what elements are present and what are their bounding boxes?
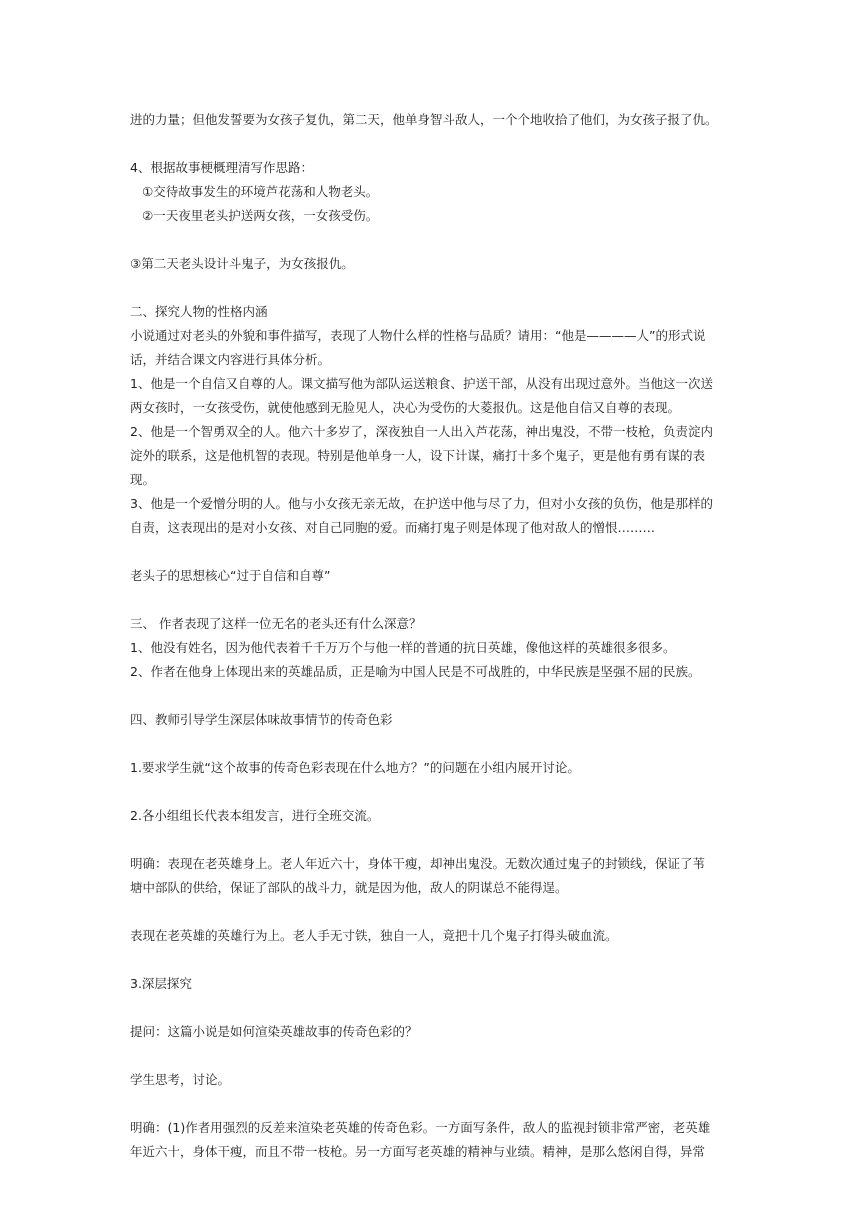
text-line: 进的力量；但他发誓要为女孩子复仇，第二天，他单身智斗敌人，一个个地收拾了他们，为女孩子报了仇。 [130,112,718,127]
list-item: ③第二天老头设计斗鬼子，为女孩报仇。 [130,256,354,271]
blank-line [130,900,740,924]
list-item: ①交待故事发生的环境芦花荡和人物老头。 [142,184,379,199]
section-heading: 三、 作者表现了这样一位无名的老头还有什么深意？ [130,616,422,631]
blank-line [130,684,740,708]
text-line: 明确：表现在老英雄身上。老人年近六十，身体干瘦，却神出鬼没。无数次通过鬼子的封锁线，保证了苇 [130,856,706,871]
section-heading: 3.深层探究 [130,976,192,991]
blank-line [130,132,740,156]
blank-line [130,276,740,300]
text-line: 1、他是一个自信又自尊的人。课文描写他为部队运送粮食、护送干部，从没有出现过意外。当他这一次送 [130,376,713,391]
text-line: 话，并结合课文内容进行具体分析。 [130,352,331,367]
text-line: 塘中部队的供给，保证了部队的战斗力，就是因为他，敌人的阴谋总不能得逞。 [130,880,568,895]
text-line: 表现在老英雄的英雄行为上。老人手无寸铁，独自一人，竟把十几个鬼子打得头破血流。 [130,928,618,943]
text-line: 年近六十，身体干瘦，而且不带一枝枪。另一方面写老英雄的精神与业绩。精神，是那么悠闲自得，异常 [130,1144,706,1159]
blank-line [130,1044,740,1068]
section-heading: 二、探究人物的性格内涵 [130,304,268,319]
blank-line [130,228,740,252]
list-item: ②一天夜里老头护送两女孩，一女孩受伤。 [142,208,379,223]
blank-line [130,948,740,972]
text-line: 学生思考，讨论。 [130,1072,231,1087]
text-line: 2、作者在他身上体现出来的英雄品质，正是喻为中国人民是不可战胜的，中华民族是坚强不屈的民族。 [130,664,701,679]
document-body [130,108,740,1164]
text-line: 2.各小组组长代表本组发言，进行全班交流。 [130,808,380,823]
blank-line [130,588,740,612]
blank-line [130,1092,740,1116]
blank-line [130,732,740,756]
blank-line [130,828,740,852]
blank-line [130,780,740,804]
blank-line [130,996,740,1020]
text-line: 提问：这篇小说是如何渲染英雄故事的传奇色彩的？ [130,1024,418,1039]
text-line: 明确：(1)作者用强烈的反差来渲染老英雄的传奇色彩。一方面写条件，敌人的监视封锁非常严密，老英雄 [130,1120,711,1135]
text-line: 淀外的联系，这是他机智的表现。特别是他单身一人，设下计谋，痛打十多个鬼子，更是他有勇有谋的表 [130,448,706,463]
blank-line [130,540,740,564]
text-line: 1.要求学生就“这个故事的传奇色彩表现在什么地方？”的问题在小组内展开讨论。 [130,760,580,775]
text-line: 自责，这表现出的是对小女孩、对自己同胞的爱。而痛打鬼子则是体现了他对敌人的憎恨……… [130,520,656,535]
text-line: 小说通过对老头的外貌和事件描写，表现了人物什么样的性格与品质？请用：“他是————人”的形式说 [130,328,706,343]
text-line: 1、他没有姓名，因为他代表着千千万万个与他一样的普通的抗日英雄，像他这样的英雄很多很多。 [130,640,676,655]
section-heading: 四、教师引导学生深层体味故事情节的传奇色彩 [130,712,393,727]
text-line: 现。 [130,472,156,487]
text-line: 老头子的思想核心“过于自信和自尊” [130,568,331,583]
text-line: 两女孩时，一女孩受伤，就使他感到无脸见人，决心为受伤的大菱报仇。这是他自信又自尊的表现。 [130,400,681,415]
text-line: 2、他是一个智勇双全的人。他六十多岁了，深夜独自一人出入芦花荡，神出鬼没，不带一枝枪，负责淀内 [130,424,713,439]
text-line: 3、他是一个爱憎分明的人。他与小女孩无亲无故，在护送中他与尽了力，但对小女孩的负伤，他是那样的 [130,496,713,511]
section-heading: 4、根据故事梗概理清写作思路： [130,160,313,175]
